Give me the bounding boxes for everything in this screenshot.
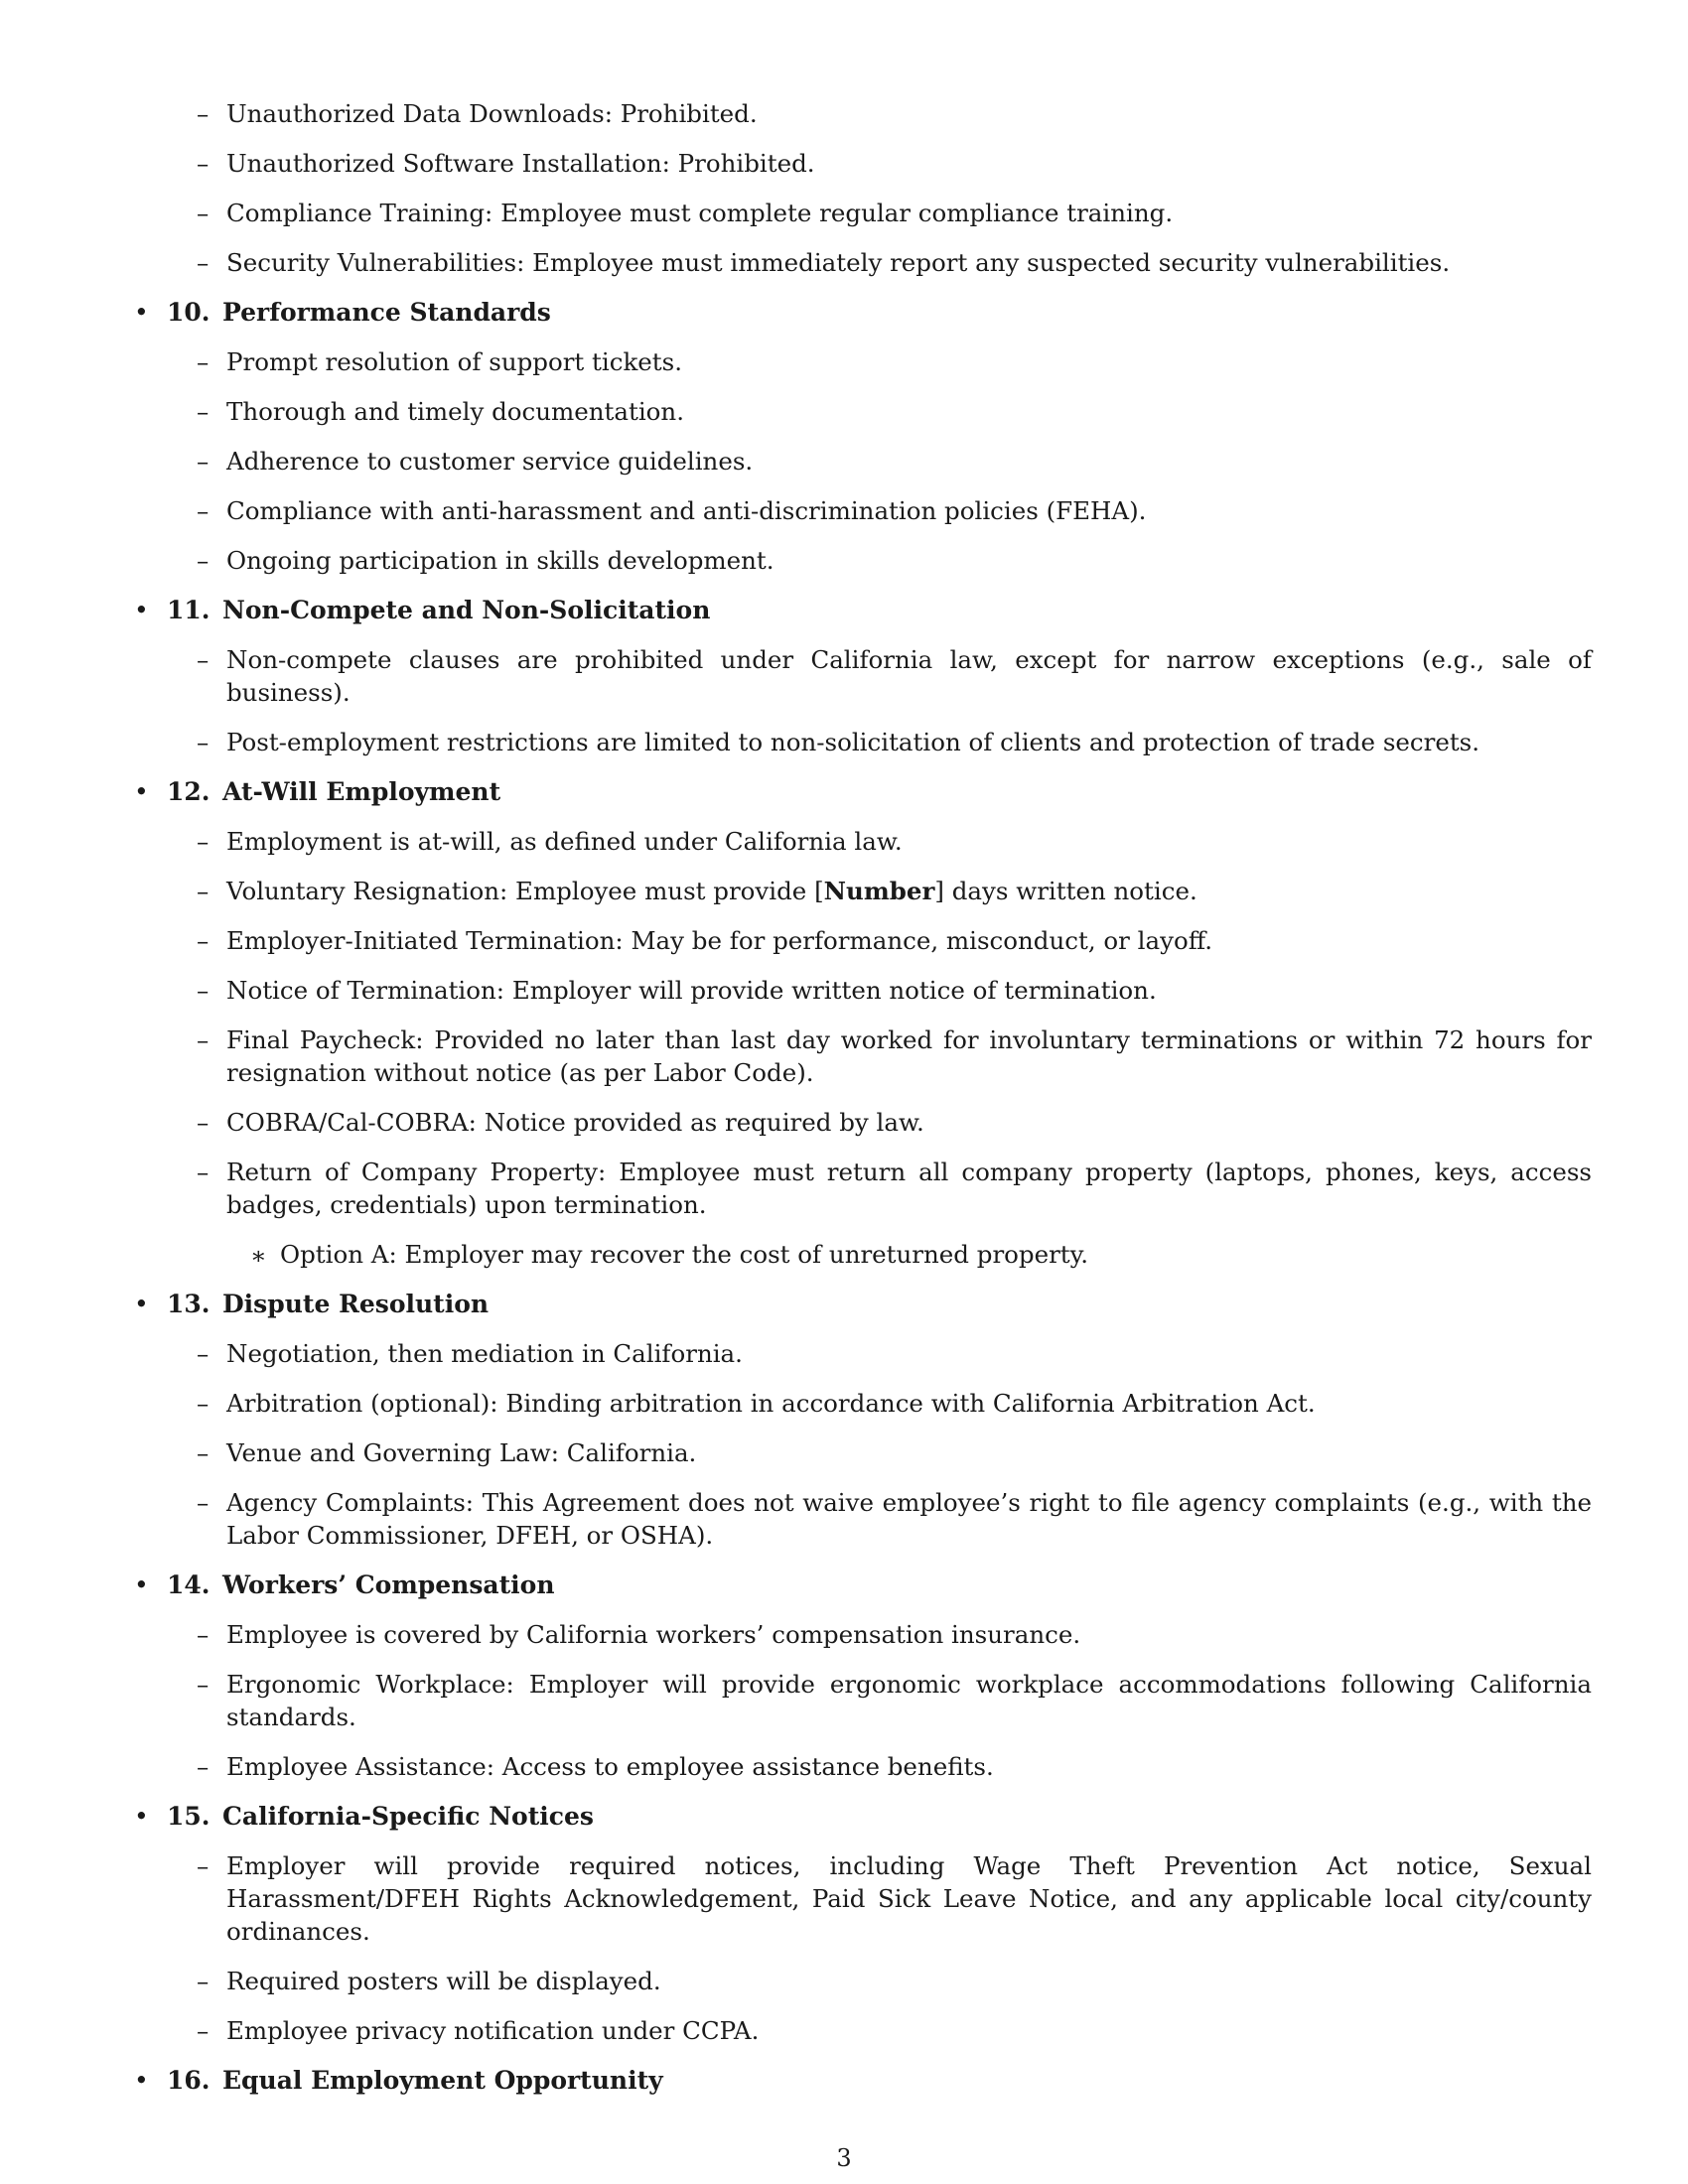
list-item: – Security Vulnerabilities: Employee must immediately report any suspected security vulnerabilities. (197, 248, 1451, 277)
list-item: – Ergonomic Workplace: Employer will provide ergonomic workplace accommodations following California standards. (197, 1670, 1592, 1731)
list-item: – Venue and Governing Law: California. (197, 1438, 697, 1467)
list-item: – Employment is at-will, as defined under California law. (197, 827, 903, 856)
dash-bullet-icon: – (197, 827, 210, 856)
dash-bullet-icon: – (197, 1158, 210, 1186)
list-item: – Adherence to customer service guidelines. (197, 447, 754, 476)
list-item: – Employer will provide required notices, including Wage Theft Prevention Act notice, Sexual Harassment/DFEH Rights Acknowledgement, Paid Sick Leave Notice, and any applicable local city/county ordinances. (197, 1851, 1592, 1946)
list-item: – Final Paycheck: Provided no later than last day worked for involuntary terminations or within 72 hours for resignation without notice (as per Labor Code). (197, 1025, 1592, 1087)
section-heading-performance-standards: • 10. Performance Standards (134, 298, 551, 327)
list-item: – Agency Complaints: This Agreement does not waive employee’s right to file agency complaints (e.g., with the Labor Commissioner, DFEH, or OSHA). (197, 1488, 1592, 1550)
asterisk-bullet-icon: ∗ (250, 1241, 267, 1270)
dash-bullet-icon: – (197, 99, 210, 128)
dash-bullet-icon: – (197, 1967, 210, 1995)
list-item: – Non-compete clauses are prohibited under California law, except for narrow exceptions (e.g., sale of business). (197, 645, 1592, 707)
bullet-icon: • (134, 596, 149, 624)
dash-bullet-icon: – (197, 447, 210, 476)
dash-bullet-icon: – (197, 1108, 210, 1137)
list-item: – Unauthorized Software Installation: Prohibited. (197, 149, 815, 178)
list-item: – Employee privacy notification under CCPA. (197, 2016, 760, 2045)
list-item: – Voluntary Resignation: Employee must provide [Number] days written notice. (197, 877, 1197, 905)
dash-bullet-icon: – (197, 926, 210, 955)
dash-bullet-icon: – (197, 397, 210, 426)
dash-bullet-icon: – (197, 1339, 210, 1368)
section-heading-at-will-employment: • 12. At-Will Employment (134, 777, 501, 806)
list-item: – Thorough and timely documentation. (197, 397, 684, 426)
dash-bullet-icon: – (197, 1488, 210, 1517)
bullet-icon: • (134, 1290, 149, 1318)
bullet-icon: • (134, 1802, 149, 1831)
list-item: – Return of Company Property: Employee must return all company property (laptops, phones, keys, access badges, credentials) upon termination. (197, 1158, 1592, 1219)
section-heading-equal-employment: • 16. Equal Employment Opportunity (134, 2066, 663, 2095)
dash-bullet-icon: – (197, 496, 210, 525)
list-item: – Employee is covered by California workers’ compensation insurance. (197, 1620, 1081, 1649)
bullet-icon: • (134, 777, 149, 806)
dash-bullet-icon: – (197, 1851, 210, 1880)
bullet-icon: • (134, 2066, 149, 2095)
section-heading-california-notices: • 15. California-Specific Notices (134, 1802, 594, 1831)
dash-bullet-icon: – (197, 976, 210, 1005)
list-item: – Negotiation, then mediation in California. (197, 1339, 743, 1368)
list-item: – Notice of Termination: Employer will provide written notice of termination. (197, 976, 1157, 1005)
dash-bullet-icon: – (197, 1620, 210, 1649)
dash-bullet-icon: – (197, 1438, 210, 1467)
section-heading-non-compete: • 11. Non-Compete and Non-Solicitation (134, 596, 711, 624)
list-item: – Compliance with anti-harassment and anti-discrimination policies (FEHA). (197, 496, 1147, 525)
dash-bullet-icon: – (197, 347, 210, 376)
list-item: – Arbitration (optional): Binding arbitration in accordance with California Arbitration Act. (197, 1389, 1316, 1418)
dash-bullet-icon: – (197, 199, 210, 227)
nested-list-item: ∗ Option A: Employer may recover the cost of unreturned property. (250, 1240, 1089, 1270)
section-heading-workers-compensation: • 14. Workers’ Compensation (134, 1570, 555, 1599)
dash-bullet-icon: – (197, 1670, 210, 1699)
list-item: – Required posters will be displayed. (197, 1967, 661, 1995)
dash-bullet-icon: – (197, 728, 210, 756)
page-number: 3 (836, 2144, 852, 2172)
list-item: – COBRA/Cal-COBRA: Notice provided as required by law. (197, 1108, 924, 1137)
dash-bullet-icon: – (197, 2016, 210, 2045)
dash-bullet-icon: – (197, 877, 210, 905)
page-content (127, 97, 1592, 2114)
dash-bullet-icon: – (197, 645, 210, 674)
section-heading-dispute-resolution: • 13. Dispute Resolution (134, 1290, 490, 1318)
dash-bullet-icon: – (197, 1025, 210, 1054)
bullet-icon: • (134, 298, 149, 327)
dash-bullet-icon: – (197, 546, 210, 575)
placeholder-number: Number (823, 877, 935, 905)
dash-bullet-icon: – (197, 149, 210, 178)
list-item: – Post-employment restrictions are limited to non-solicitation of clients and protection of trade secrets. (197, 728, 1480, 756)
dash-bullet-icon: – (197, 248, 210, 277)
list-item: – Unauthorized Data Downloads: Prohibited. (197, 99, 758, 128)
list-item: – Employee Assistance: Access to employee assistance benefits. (197, 1752, 994, 1781)
list-item: – Compliance Training: Employee must complete regular compliance training. (197, 199, 1174, 227)
list-item: – Employer-Initiated Termination: May be for performance, misconduct, or layoff. (197, 926, 1213, 955)
list-item: – Ongoing participation in skills development. (197, 546, 774, 575)
dash-bullet-icon: – (197, 1389, 210, 1418)
dash-bullet-icon: – (197, 1752, 210, 1781)
bullet-icon: • (134, 1570, 149, 1599)
list-item: – Prompt resolution of support tickets. (197, 347, 683, 376)
